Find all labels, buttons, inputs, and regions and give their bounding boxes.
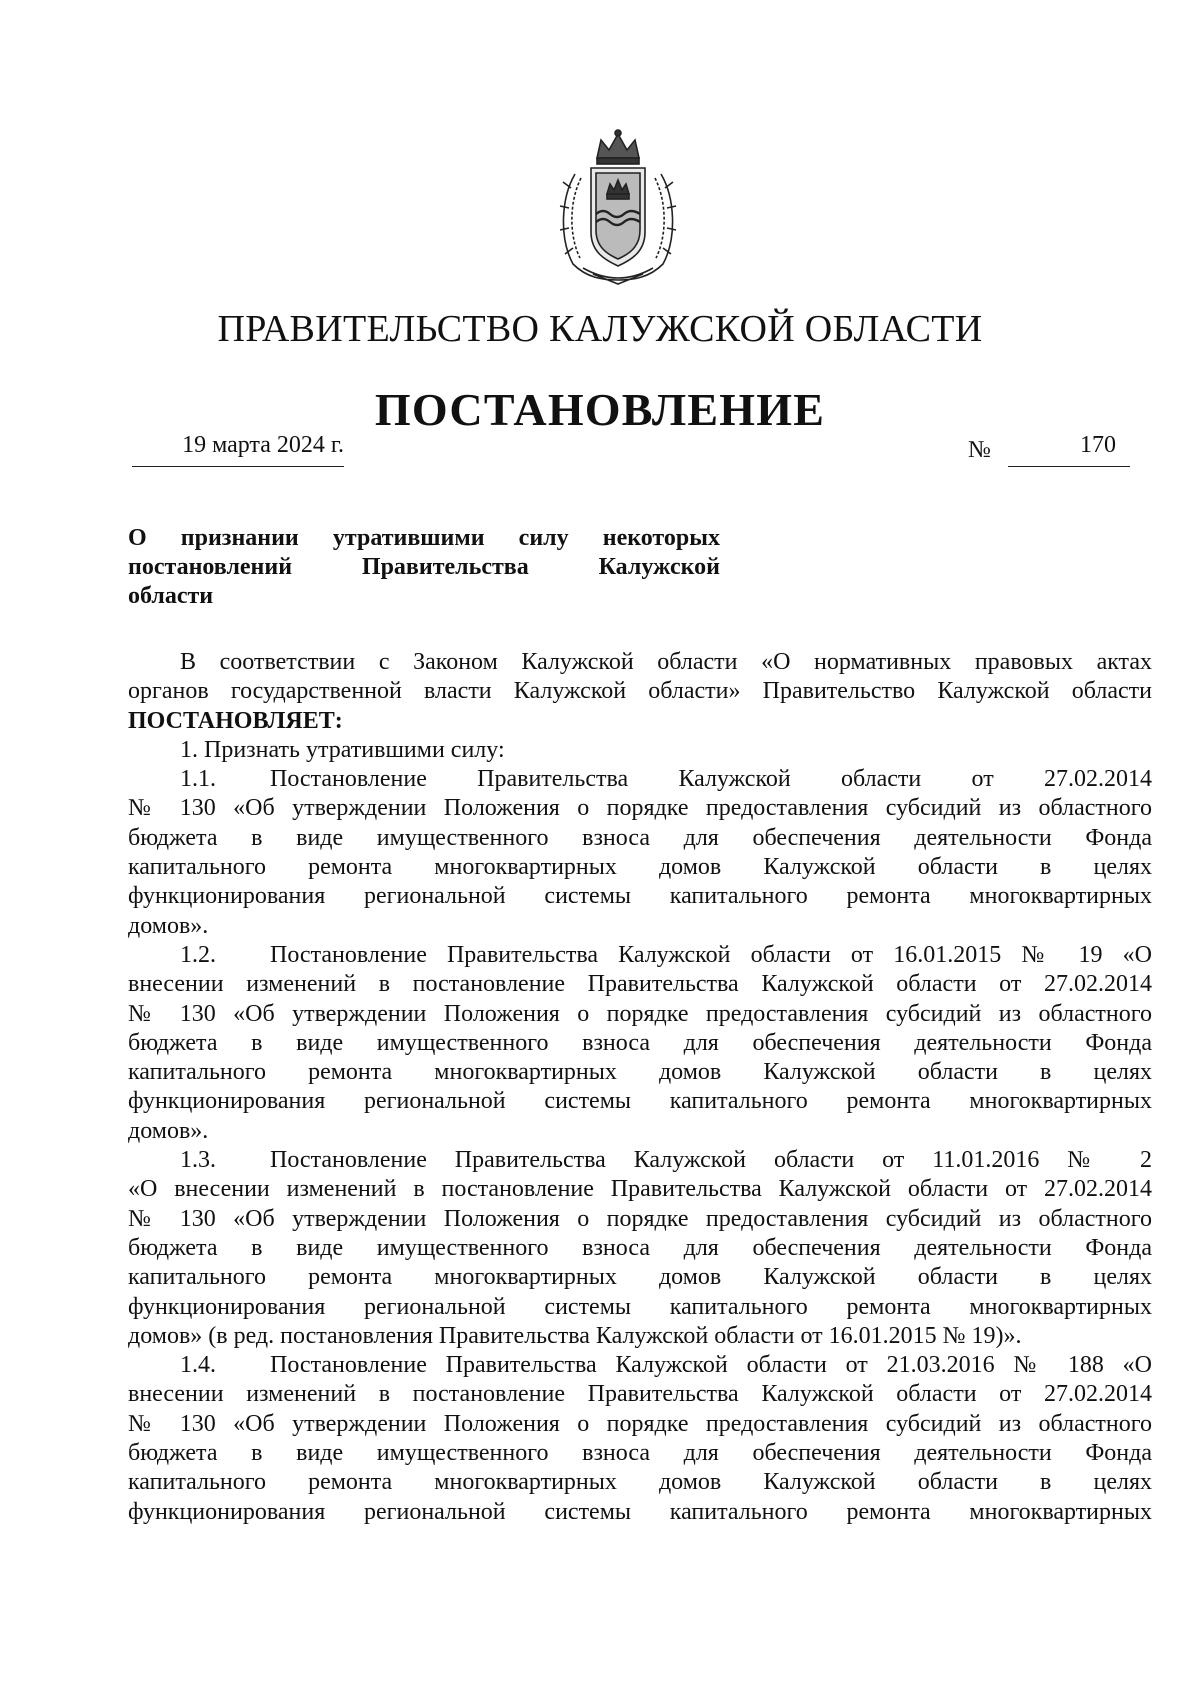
item-1 xyxy=(128,736,1152,765)
text-line: функционирования региональной системы капитального ремонта многоквартирных xyxy=(128,1293,1152,1320)
decree-word: ПОСТАНОВЛЯЕТ: xyxy=(128,707,343,734)
organization-title: ПРАВИТЕЛЬСТВО КАЛУЖСКОЙ ОБЛАСТИ xyxy=(217,308,983,350)
text-line: внесении изменений в постановление Правительства Калужской области от 27.02.2014 xyxy=(128,971,1152,998)
subject-line: области xyxy=(128,583,214,609)
text-line: В соответствии с Законом Калужской области «О нормативных правовых актах xyxy=(180,649,1152,675)
text-line xyxy=(128,1146,1152,1175)
document-number-value: 170 xyxy=(1080,432,1116,458)
text-line xyxy=(128,941,1152,970)
text-line: функционирования региональной системы капитального ремонта многоквартирных xyxy=(128,883,1152,910)
item-1-4 xyxy=(128,1351,1152,1527)
text-line: домов». xyxy=(128,912,209,939)
text-line: бюджета в виде имущественного взноса для обеспечения деятельности Фонда xyxy=(128,824,1152,851)
item-1-1 xyxy=(128,765,1152,941)
document-date-value: 19 марта 2024 г. xyxy=(182,432,344,458)
text-line: капитального ремонта многоквартирных домов Калужской области в целях xyxy=(128,854,1152,881)
document-date xyxy=(132,432,344,467)
text-line: № 130 «Об утверждении Положения о порядке предоставления субсидий из областного xyxy=(128,1205,1152,1232)
item-number: 1.3. xyxy=(180,1147,216,1174)
item-number: 1.2. xyxy=(180,941,216,968)
item-1-2 xyxy=(128,941,1152,1146)
text-line: домов» (в ред. постановления Правительства Калужской области от 16.01.2015 № 19)». xyxy=(128,1322,1022,1349)
text-line: капитального ремонта многоквартирных домов Калужской области в целях xyxy=(128,1059,1152,1086)
text-line: бюджета в виде имущественного взноса для обеспечения деятельности Фонда xyxy=(128,1029,1152,1056)
text-line: бюджета в виде имущественного взноса для обеспечения деятельности Фонда xyxy=(128,1234,1152,1261)
text-line: домов». xyxy=(128,1117,209,1144)
text-line xyxy=(128,765,1152,794)
kaluga-oblast-coat-of-arms-icon xyxy=(553,128,683,286)
text-line xyxy=(128,1351,1152,1380)
text-line: капитального ремонта многоквартирных домов Калужской области в целях xyxy=(128,1264,1152,1291)
text-line: капитального ремонта многоквартирных домов Калужской области в целях xyxy=(128,1469,1152,1496)
preamble-paragraph xyxy=(128,648,1152,736)
text-line: № 130 «Об утверждении Положения о порядке предоставления субсидий из областного xyxy=(128,1410,1152,1437)
text-line: 1. Признать утратившими силу: xyxy=(180,736,505,763)
text-line-content: Постановление Правительства Калужской области от 16.01.2015 № 19 «О xyxy=(270,941,1152,968)
document-type-title: ПОСТАНОВЛЕНИЕ xyxy=(374,384,826,435)
document-subject xyxy=(128,524,720,611)
text-line: «О внесении изменений в постановление Правительства Калужской области от 27.02.2014 xyxy=(128,1176,1152,1203)
text-line: органов государственной власти Калужской области» Правительство Калужской области xyxy=(128,678,1152,705)
subject-line: постановлений Правительства Калужской xyxy=(128,554,720,580)
text-line: функционирования региональной системы капитального ремонта многоквартирных xyxy=(128,1498,1152,1525)
text-line-content: Постановление Правительства Калужской области от 27.02.2014 xyxy=(270,766,1152,793)
text-line: № 130 «Об утверждении Положения о порядке предоставления субсидий из областного xyxy=(128,1000,1152,1027)
text-line-content: Постановление Правительства Калужской области от 11.01.2016 № 2 xyxy=(270,1147,1152,1174)
item-number: 1.4. xyxy=(180,1352,216,1379)
text-line: № 130 «Об утверждении Положения о порядке предоставления субсидий из областного xyxy=(128,795,1152,822)
subject-line: О признании утратившими силу некоторых xyxy=(128,525,720,551)
number-label: № xyxy=(968,437,991,463)
text-line: внесении изменений в постановление Правительства Калужской области от 27.02.2014 xyxy=(128,1381,1152,1408)
document-body xyxy=(128,648,1152,1527)
text-line: бюджета в виде имущественного взноса для обеспечения деятельности Фонда xyxy=(128,1440,1152,1467)
item-number: 1.1. xyxy=(180,766,216,793)
item-1-3 xyxy=(128,1146,1152,1351)
text-line: функционирования региональной системы капитального ремонта многоквартирных xyxy=(128,1088,1152,1115)
document-number xyxy=(1008,432,1130,467)
text-line-content: Постановление Правительства Калужской области от 21.03.2016 № 188 «О xyxy=(270,1352,1152,1379)
